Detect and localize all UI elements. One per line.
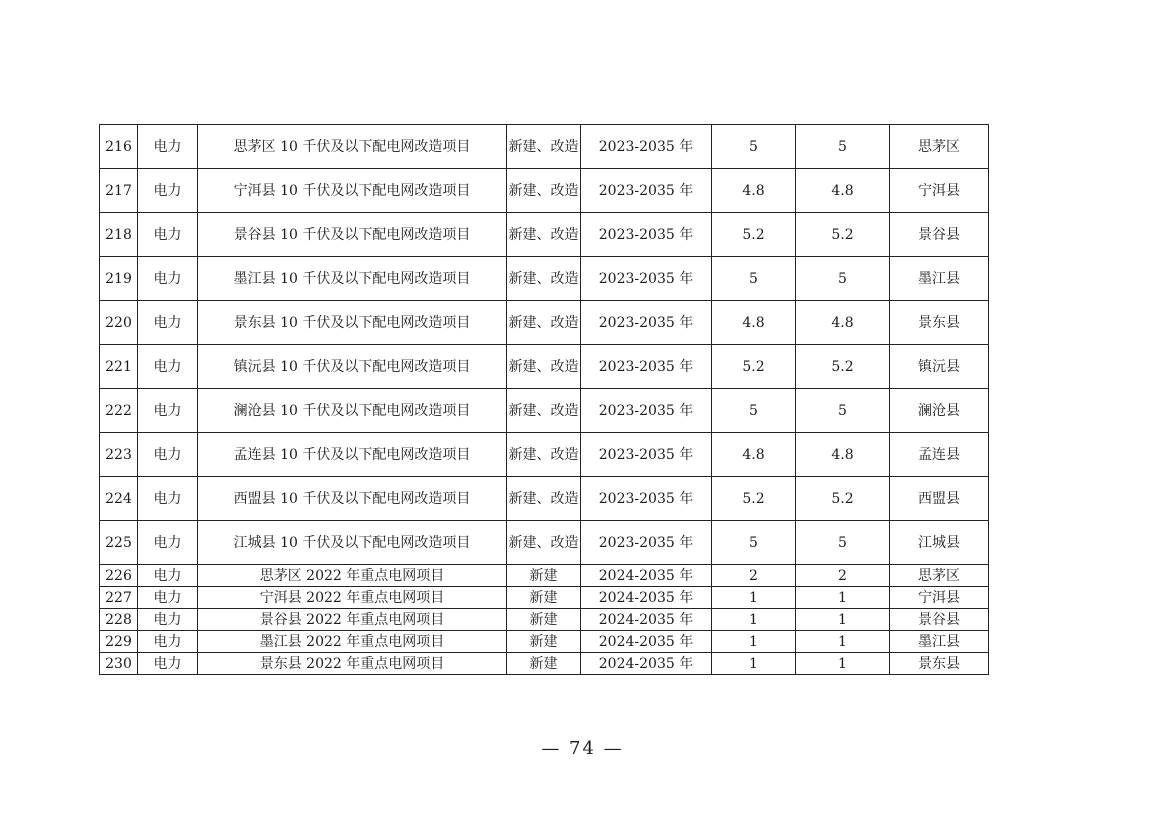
- value-cell: 1: [712, 609, 796, 631]
- value-cell: 5: [796, 521, 890, 565]
- row-number-cell: 225: [100, 521, 138, 565]
- value-cell: 5.2: [796, 213, 890, 257]
- row-number-cell: 228: [100, 609, 138, 631]
- row-number-cell: 229: [100, 631, 138, 653]
- table-row: [100, 345, 989, 389]
- project-name-cell: 西盟县 10 千伏及以下配电网改造项目: [198, 477, 507, 521]
- table-row: [100, 169, 989, 213]
- period-cell: 2023-2035 年: [581, 345, 712, 389]
- period-cell: 2023-2035 年: [581, 125, 712, 169]
- period-cell: 2024-2035 年: [581, 631, 712, 653]
- location-cell: 景谷县: [890, 609, 989, 631]
- location-cell: 宁洱县: [890, 169, 989, 213]
- construction-type-cell: 新建、改造: [507, 169, 581, 213]
- period-cell: 2024-2035 年: [581, 609, 712, 631]
- construction-type-cell: 新建、改造: [507, 521, 581, 565]
- location-cell: 孟连县: [890, 433, 989, 477]
- row-number-cell: 227: [100, 587, 138, 609]
- row-number-cell: 220: [100, 301, 138, 345]
- category-cell: 电力: [138, 521, 198, 565]
- table-row: [100, 301, 989, 345]
- value-cell: 5.2: [712, 477, 796, 521]
- value-cell: 2: [796, 565, 890, 587]
- category-cell: 电力: [138, 433, 198, 477]
- value-cell: 1: [796, 653, 890, 675]
- project-name-cell: 孟连县 10 千伏及以下配电网改造项目: [198, 433, 507, 477]
- value-cell: 5: [796, 389, 890, 433]
- value-cell: 5: [796, 257, 890, 301]
- construction-type-cell: 新建、改造: [507, 213, 581, 257]
- period-cell: 2023-2035 年: [581, 477, 712, 521]
- project-name-cell: 墨江县 10 千伏及以下配电网改造项目: [198, 257, 507, 301]
- period-cell: 2024-2035 年: [581, 587, 712, 609]
- location-cell: 景东县: [890, 301, 989, 345]
- project-name-cell: 景谷县 2022 年重点电网项目: [198, 609, 507, 631]
- period-cell: 2023-2035 年: [581, 389, 712, 433]
- location-cell: 墨江县: [890, 257, 989, 301]
- category-cell: 电力: [138, 257, 198, 301]
- table-row: [100, 389, 989, 433]
- table-row: [100, 257, 989, 301]
- value-cell: 1: [796, 587, 890, 609]
- location-cell: 景谷县: [890, 213, 989, 257]
- project-table: [99, 124, 989, 675]
- table-row: [100, 521, 989, 565]
- project-name-cell: 墨江县 2022 年重点电网项目: [198, 631, 507, 653]
- value-cell: 5: [712, 521, 796, 565]
- value-cell: 4.8: [712, 301, 796, 345]
- row-number-cell: 218: [100, 213, 138, 257]
- location-cell: 墨江县: [890, 631, 989, 653]
- location-cell: 宁洱县: [890, 587, 989, 609]
- category-cell: 电力: [138, 301, 198, 345]
- construction-type-cell: 新建、改造: [507, 301, 581, 345]
- construction-type-cell: 新建、改造: [507, 345, 581, 389]
- row-number-cell: 226: [100, 565, 138, 587]
- value-cell: 5.2: [712, 345, 796, 389]
- construction-type-cell: 新建、改造: [507, 125, 581, 169]
- period-cell: 2023-2035 年: [581, 521, 712, 565]
- value-cell: 5: [712, 257, 796, 301]
- row-number-cell: 224: [100, 477, 138, 521]
- table-body: [100, 125, 989, 675]
- period-cell: 2024-2035 年: [581, 565, 712, 587]
- category-cell: 电力: [138, 389, 198, 433]
- category-cell: 电力: [138, 345, 198, 389]
- value-cell: 5: [712, 125, 796, 169]
- location-cell: 景东县: [890, 653, 989, 675]
- location-cell: 思茅区: [890, 125, 989, 169]
- value-cell: 5.2: [796, 477, 890, 521]
- row-number-cell: 216: [100, 125, 138, 169]
- value-cell: 1: [712, 653, 796, 675]
- construction-type-cell: 新建: [507, 631, 581, 653]
- value-cell: 1: [712, 587, 796, 609]
- table-row: [100, 477, 989, 521]
- table-row: [100, 609, 989, 631]
- table-row: [100, 125, 989, 169]
- value-cell: 5.2: [796, 345, 890, 389]
- value-cell: 1: [796, 609, 890, 631]
- row-number-cell: 230: [100, 653, 138, 675]
- project-name-cell: 景东县 2022 年重点电网项目: [198, 653, 507, 675]
- construction-type-cell: 新建、改造: [507, 389, 581, 433]
- value-cell: 5: [712, 389, 796, 433]
- project-name-cell: 宁洱县 2022 年重点电网项目: [198, 587, 507, 609]
- row-number-cell: 221: [100, 345, 138, 389]
- table-row: [100, 631, 989, 653]
- value-cell: 4.8: [796, 433, 890, 477]
- category-cell: 电力: [138, 477, 198, 521]
- construction-type-cell: 新建: [507, 587, 581, 609]
- category-cell: 电力: [138, 169, 198, 213]
- location-cell: 澜沧县: [890, 389, 989, 433]
- project-name-cell: 思茅区 2022 年重点电网项目: [198, 565, 507, 587]
- construction-type-cell: 新建、改造: [507, 433, 581, 477]
- table-row: [100, 653, 989, 675]
- row-number-cell: 223: [100, 433, 138, 477]
- value-cell: 4.8: [712, 433, 796, 477]
- category-cell: 电力: [138, 653, 198, 675]
- value-cell: 4.8: [796, 301, 890, 345]
- table-row: [100, 213, 989, 257]
- construction-type-cell: 新建: [507, 653, 581, 675]
- table-row: [100, 433, 989, 477]
- project-name-cell: 澜沧县 10 千伏及以下配电网改造项目: [198, 389, 507, 433]
- value-cell: 1: [796, 631, 890, 653]
- category-cell: 电力: [138, 213, 198, 257]
- location-cell: 江城县: [890, 521, 989, 565]
- project-name-cell: 景谷县 10 千伏及以下配电网改造项目: [198, 213, 507, 257]
- construction-type-cell: 新建: [507, 565, 581, 587]
- category-cell: 电力: [138, 609, 198, 631]
- category-cell: 电力: [138, 565, 198, 587]
- category-cell: 电力: [138, 587, 198, 609]
- period-cell: 2023-2035 年: [581, 301, 712, 345]
- value-cell: 5: [796, 125, 890, 169]
- value-cell: 5.2: [712, 213, 796, 257]
- row-number-cell: 217: [100, 169, 138, 213]
- row-number-cell: 222: [100, 389, 138, 433]
- project-name-cell: 景东县 10 千伏及以下配电网改造项目: [198, 301, 507, 345]
- project-name-cell: 思茅区 10 千伏及以下配电网改造项目: [198, 125, 507, 169]
- period-cell: 2023-2035 年: [581, 433, 712, 477]
- category-cell: 电力: [138, 125, 198, 169]
- project-name-cell: 宁洱县 10 千伏及以下配电网改造项目: [198, 169, 507, 213]
- location-cell: 西盟县: [890, 477, 989, 521]
- value-cell: 4.8: [712, 169, 796, 213]
- value-cell: 4.8: [796, 169, 890, 213]
- period-cell: 2024-2035 年: [581, 653, 712, 675]
- table-row: [100, 565, 989, 587]
- period-cell: 2023-2035 年: [581, 169, 712, 213]
- construction-type-cell: 新建: [507, 609, 581, 631]
- value-cell: 2: [712, 565, 796, 587]
- construction-type-cell: 新建、改造: [507, 257, 581, 301]
- row-number-cell: 219: [100, 257, 138, 301]
- project-name-cell: 江城县 10 千伏及以下配电网改造项目: [198, 521, 507, 565]
- page-number: — 74 —: [541, 738, 624, 759]
- location-cell: 镇沅县: [890, 345, 989, 389]
- period-cell: 2023-2035 年: [581, 213, 712, 257]
- construction-type-cell: 新建、改造: [507, 477, 581, 521]
- project-name-cell: 镇沅县 10 千伏及以下配电网改造项目: [198, 345, 507, 389]
- category-cell: 电力: [138, 631, 198, 653]
- period-cell: 2023-2035 年: [581, 257, 712, 301]
- location-cell: 思茅区: [890, 565, 989, 587]
- value-cell: 1: [712, 631, 796, 653]
- table-row: [100, 587, 989, 609]
